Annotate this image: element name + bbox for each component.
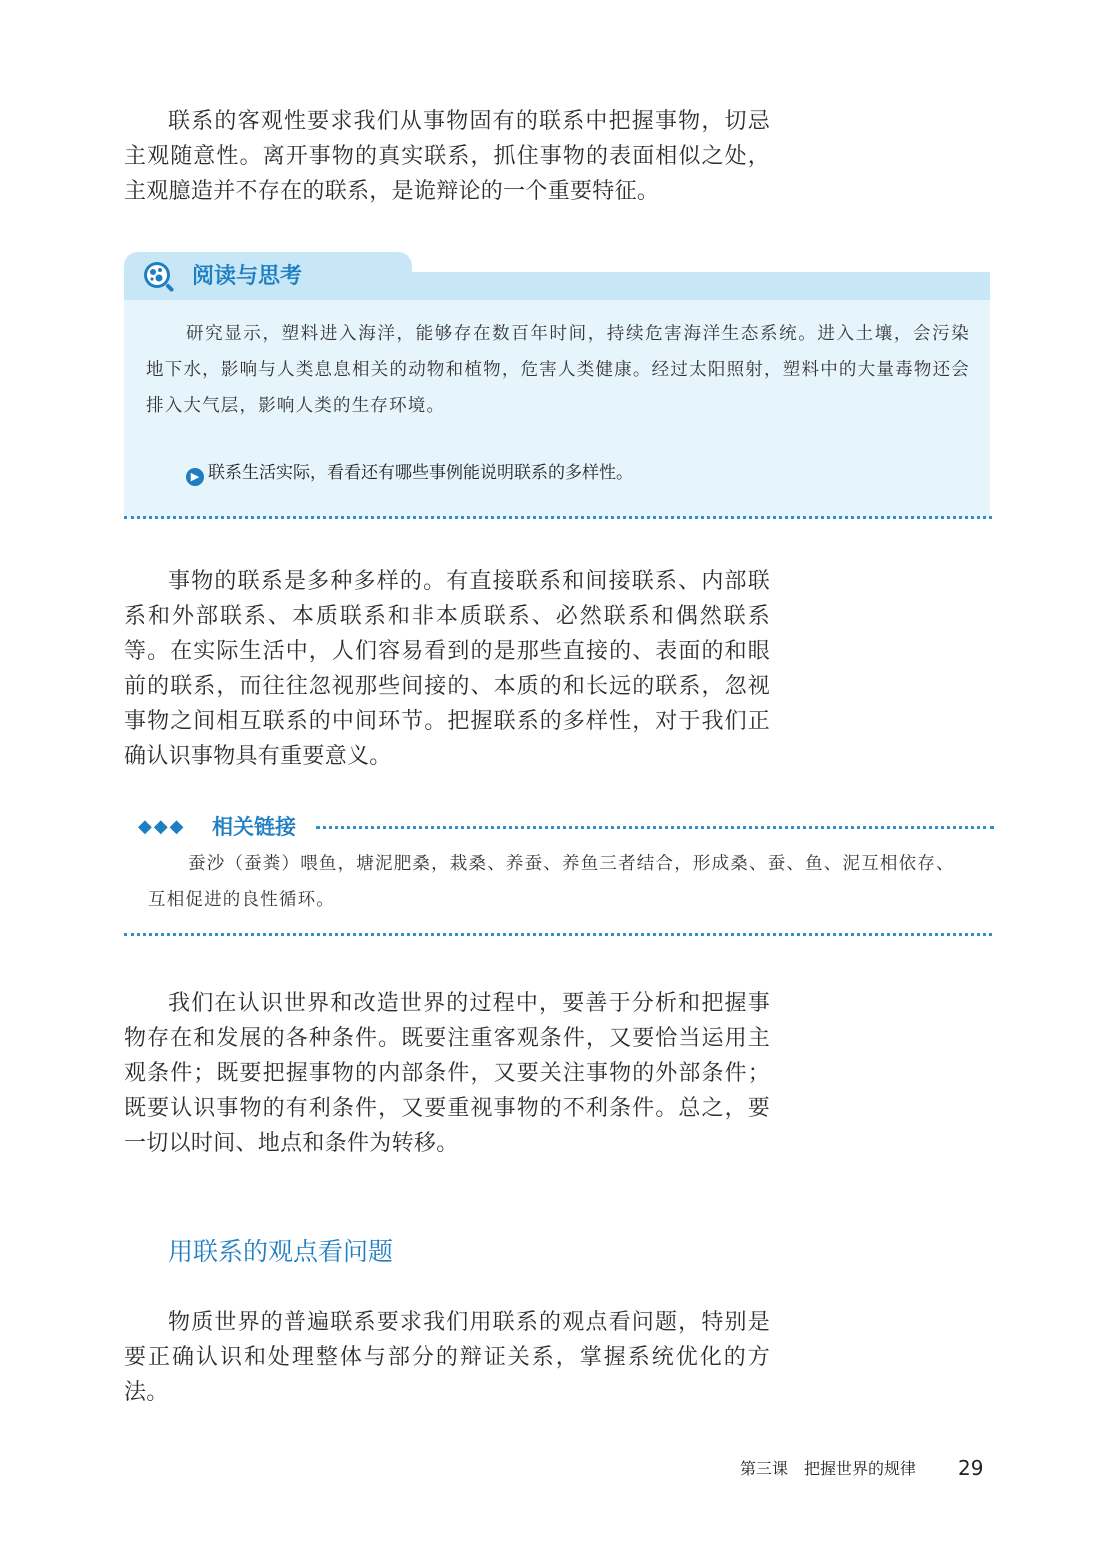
diamond-icons: ◆◆◆	[138, 816, 186, 837]
reading-thinking-box	[124, 252, 990, 520]
dotted-divider	[124, 933, 992, 936]
play-bullet-icon: ▶	[186, 468, 204, 486]
reading-box-title: 阅读与思考	[192, 264, 303, 289]
related-link-title: 相关链接	[212, 815, 296, 839]
reading-box-question	[186, 460, 633, 486]
body-paragraph-2: 事物的联系是多种多样的。有直接联系和间接联系、内部联系和外部联系、本质联系和非本质联系、必然联系和偶然联系等。在实际生活中，人们容易看到的是那些直接的、表面的和眼前的联系，而往往忽视那些间接的、本质的和长远的联系，忽视事物之间相互联系的中间环节。把握联系的多样性，对于我们正确认识事物具有重要意义。	[124, 569, 770, 769]
section-heading: 用联系的观点看问题	[168, 1237, 394, 1266]
body-paragraph-3: 我们在认识世界和改造世界的过程中，要善于分析和把握事物存在和发展的各种条件。既要注重客观条件，又要恰当运用主观条件；既要把握事物的内部条件，又要关注事物的外部条件；既要认识事物的有利条件，又要重视事物的不利条件。总之，要一切以时间、地点和条件为转移。	[124, 991, 770, 1156]
magnifier-globe-icon	[142, 260, 176, 294]
footer-chapter-title: 第三课 把握世界的规律	[740, 1459, 917, 1478]
reading-box-question-text: 联系生活实际，看看还有哪些事例能说明联系的多样性。	[208, 463, 633, 483]
related-link-dotted-rule	[316, 826, 994, 829]
page-number: 29	[958, 1456, 984, 1480]
body-paragraph-1: 联系的客观性要求我们从事物固有的联系中把握事物，切忌主观随意性。离开事物的真实联系，抓住事物的表面相似之处，主观臆造并不存在的联系，是诡辩论的一个重要特征。	[124, 109, 770, 204]
reading-box-text: 研究显示，塑料进入海洋，能够存在数百年时间，持续危害海洋生态系统。进入土壤，会污染地下水，影响与人类息息相关的动物和植物，危害人类健康。经过太阳照射，塑料中的大量毒物还会排入大气层，影响人类的生存环境。	[146, 324, 970, 416]
body-paragraph-4: 物质世界的普遍联系要求我们用联系的观点看问题，特别是要正确认识和处理整体与部分的辩证关系，掌握系统优化的方法。	[124, 1310, 770, 1405]
dotted-divider	[124, 516, 992, 519]
related-link-header	[138, 812, 994, 842]
related-link-text: 蚕沙（蚕粪）喂鱼，塘泥肥桑，栽桑、养蚕、养鱼三者结合，形成桑、蚕、鱼、泥互相依存、互相促进的良性循环。	[148, 854, 955, 910]
